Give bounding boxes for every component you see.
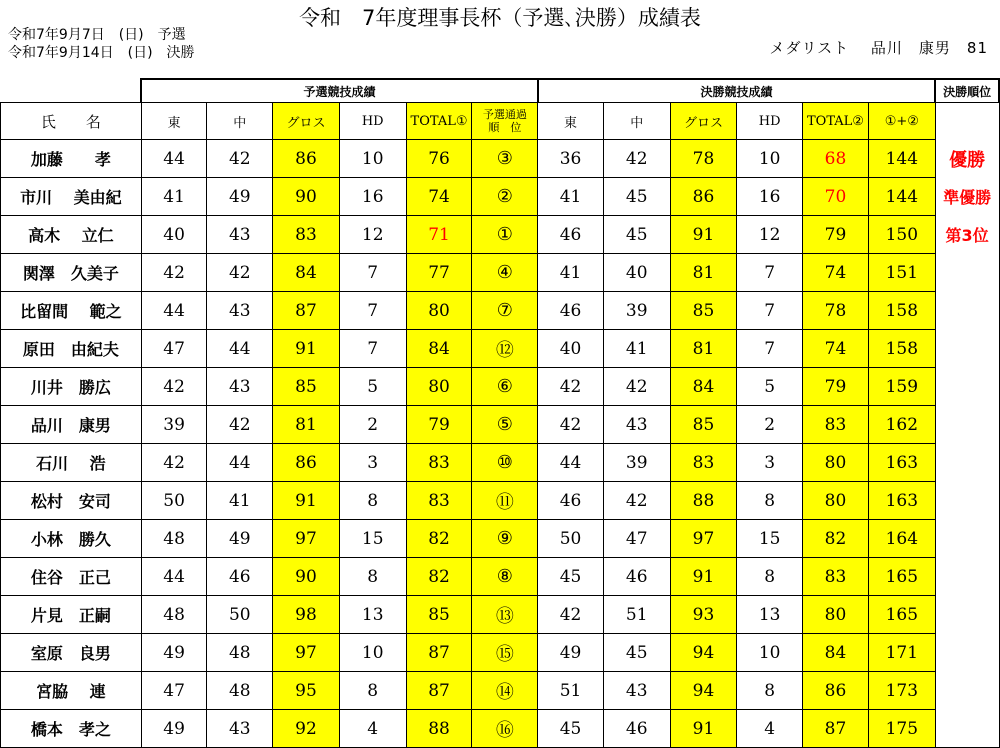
player-name: 松村 安司 bbox=[1, 482, 142, 520]
prelim-total: 88 bbox=[406, 710, 472, 748]
final-total: 87 bbox=[803, 710, 869, 748]
header-prelim-rank bbox=[472, 103, 538, 140]
final-middle: 43 bbox=[603, 406, 670, 444]
prelim-hd: 12 bbox=[339, 216, 406, 254]
header-prelim-rank-line1: 予選通過 bbox=[472, 108, 537, 121]
final-east: 44 bbox=[538, 444, 604, 482]
table-row bbox=[1, 672, 1000, 710]
final-hd: 4 bbox=[737, 710, 803, 748]
combined-total: 173 bbox=[868, 672, 935, 710]
player-name: 高木 立仁 bbox=[1, 216, 142, 254]
final-hd: 10 bbox=[737, 634, 803, 672]
prelim-rank: ① bbox=[472, 216, 538, 254]
final-total: 74 bbox=[803, 254, 869, 292]
final-gross: 88 bbox=[670, 482, 737, 520]
prelim-east: 47 bbox=[141, 672, 207, 710]
placement-label bbox=[935, 634, 999, 672]
final-middle: 45 bbox=[603, 634, 670, 672]
prelim-east: 42 bbox=[141, 254, 207, 292]
prelim-rank: ⑮ bbox=[472, 634, 538, 672]
table-row bbox=[1, 558, 1000, 596]
page-title: 令和 7年度理事長杯（予選､決勝）成績表 bbox=[0, 2, 1000, 32]
prelim-east: 47 bbox=[141, 330, 207, 368]
prelim-middle: 44 bbox=[207, 330, 273, 368]
prelim-rank: ⑥ bbox=[472, 368, 538, 406]
prelim-middle: 46 bbox=[207, 558, 273, 596]
final-hd: 3 bbox=[737, 444, 803, 482]
header-hd2: HD bbox=[737, 103, 803, 140]
final-gross: 91 bbox=[670, 558, 737, 596]
prelim-middle: 43 bbox=[207, 216, 273, 254]
prelim-total: 83 bbox=[406, 482, 472, 520]
final-gross: 85 bbox=[670, 292, 737, 330]
prelim-total: 83 bbox=[406, 444, 472, 482]
prelim-gross: 92 bbox=[273, 710, 340, 748]
prelim-middle: 49 bbox=[207, 520, 273, 558]
prelim-rank: ⑤ bbox=[472, 406, 538, 444]
final-total: 79 bbox=[803, 368, 869, 406]
final-east: 46 bbox=[538, 216, 604, 254]
prelim-total: 79 bbox=[406, 406, 472, 444]
final-east: 46 bbox=[538, 292, 604, 330]
placement-label bbox=[935, 292, 999, 330]
prelim-rank: ⑯ bbox=[472, 710, 538, 748]
table-row bbox=[1, 216, 1000, 254]
prelim-hd: 10 bbox=[339, 140, 406, 178]
combined-total: 158 bbox=[868, 292, 935, 330]
final-east: 50 bbox=[538, 520, 604, 558]
prelim-total: 82 bbox=[406, 520, 472, 558]
final-total: 86 bbox=[803, 672, 869, 710]
header-total1: TOTAL① bbox=[406, 103, 472, 140]
player-name: 橋本 孝之 bbox=[1, 710, 142, 748]
table-row bbox=[1, 710, 1000, 748]
player-name: 石川 浩 bbox=[1, 444, 142, 482]
combined-total: 165 bbox=[868, 558, 935, 596]
player-name: 小林 勝久 bbox=[1, 520, 142, 558]
table-row bbox=[1, 520, 1000, 558]
prelim-rank: ⑬ bbox=[472, 596, 538, 634]
prelim-rank: ⑫ bbox=[472, 330, 538, 368]
medalist-label: メダリスト 品川 康男 81 bbox=[769, 37, 988, 58]
prelim-rank: ④ bbox=[472, 254, 538, 292]
prelim-gross: 95 bbox=[273, 672, 340, 710]
final-hd: 16 bbox=[737, 178, 803, 216]
final-gross: 81 bbox=[670, 330, 737, 368]
final-gross: 78 bbox=[670, 140, 737, 178]
prelim-rank: ⑭ bbox=[472, 672, 538, 710]
prelim-gross: 91 bbox=[273, 330, 340, 368]
final-middle: 42 bbox=[603, 140, 670, 178]
player-name: 室原 良男 bbox=[1, 634, 142, 672]
prelim-gross: 97 bbox=[273, 634, 340, 672]
prelim-total: 77 bbox=[406, 254, 472, 292]
final-east: 45 bbox=[538, 558, 604, 596]
combined-total: 171 bbox=[868, 634, 935, 672]
combined-total: 151 bbox=[868, 254, 935, 292]
prelim-middle: 43 bbox=[207, 710, 273, 748]
prelim-middle: 50 bbox=[207, 596, 273, 634]
table-row bbox=[1, 178, 1000, 216]
prelim-hd: 5 bbox=[339, 368, 406, 406]
prelim-hd: 8 bbox=[339, 672, 406, 710]
header-total2: TOTAL② bbox=[803, 103, 869, 140]
final-east: 42 bbox=[538, 368, 604, 406]
prelim-hd: 7 bbox=[339, 254, 406, 292]
final-middle: 41 bbox=[603, 330, 670, 368]
prelim-date: 令和7年9月7日 (日) 予選 bbox=[8, 26, 195, 44]
placement-label bbox=[935, 444, 999, 482]
final-total: 84 bbox=[803, 634, 869, 672]
combined-total: 164 bbox=[868, 520, 935, 558]
prelim-gross: 91 bbox=[273, 482, 340, 520]
player-name: 加藤 孝 bbox=[1, 140, 142, 178]
column-header-row bbox=[1, 103, 1000, 140]
prelim-gross: 87 bbox=[273, 292, 340, 330]
final-hd: 8 bbox=[737, 482, 803, 520]
prelim-east: 42 bbox=[141, 444, 207, 482]
final-hd: 7 bbox=[737, 254, 803, 292]
prelim-total: 74 bbox=[406, 178, 472, 216]
prelim-east: 48 bbox=[141, 596, 207, 634]
final-middle: 43 bbox=[603, 672, 670, 710]
prelim-total: 80 bbox=[406, 292, 472, 330]
prelim-middle: 43 bbox=[207, 292, 273, 330]
final-date: 令和7年9月14日 (日) 決勝 bbox=[8, 44, 195, 62]
prelim-hd: 4 bbox=[339, 710, 406, 748]
prelim-total: 82 bbox=[406, 558, 472, 596]
header-east2: 東 bbox=[538, 103, 604, 140]
prelim-gross: 98 bbox=[273, 596, 340, 634]
final-middle: 47 bbox=[603, 520, 670, 558]
prelim-middle: 42 bbox=[207, 406, 273, 444]
placement-label bbox=[935, 368, 999, 406]
header-prelim-rank-line2: 順 位 bbox=[472, 121, 537, 134]
placement-label bbox=[935, 330, 999, 368]
prelim-total: 71 bbox=[406, 216, 472, 254]
placement-label bbox=[935, 558, 999, 596]
final-hd: 8 bbox=[737, 558, 803, 596]
final-gross: 94 bbox=[670, 672, 737, 710]
final-gross: 93 bbox=[670, 596, 737, 634]
table-row bbox=[1, 634, 1000, 672]
prelim-section-header: 予選競技成績 bbox=[141, 79, 537, 103]
final-east: 46 bbox=[538, 482, 604, 520]
player-name: 品川 康男 bbox=[1, 406, 142, 444]
final-total: 70 bbox=[803, 178, 869, 216]
final-total: 80 bbox=[803, 482, 869, 520]
final-total: 83 bbox=[803, 406, 869, 444]
prelim-east: 44 bbox=[141, 558, 207, 596]
prelim-east: 44 bbox=[141, 292, 207, 330]
prelim-rank: ⑨ bbox=[472, 520, 538, 558]
prelim-middle: 42 bbox=[207, 254, 273, 292]
prelim-east: 49 bbox=[141, 634, 207, 672]
header-gross: グロス bbox=[273, 103, 340, 140]
prelim-total: 87 bbox=[406, 672, 472, 710]
prelim-hd: 7 bbox=[339, 292, 406, 330]
results-table bbox=[0, 78, 1000, 748]
prelim-east: 41 bbox=[141, 178, 207, 216]
blank-cell bbox=[1, 79, 142, 103]
prelim-total: 87 bbox=[406, 634, 472, 672]
final-east: 42 bbox=[538, 406, 604, 444]
prelim-hd: 2 bbox=[339, 406, 406, 444]
final-hd: 12 bbox=[737, 216, 803, 254]
table-row bbox=[1, 330, 1000, 368]
final-gross: 91 bbox=[670, 710, 737, 748]
prelim-rank: ⑧ bbox=[472, 558, 538, 596]
header-middle: 中 bbox=[207, 103, 273, 140]
rank-section-header: 決勝順位 bbox=[935, 79, 999, 103]
final-east: 40 bbox=[538, 330, 604, 368]
placement-label bbox=[935, 710, 999, 748]
prelim-middle: 41 bbox=[207, 482, 273, 520]
prelim-total: 85 bbox=[406, 596, 472, 634]
event-dates bbox=[8, 26, 195, 62]
placement-label: 準優勝 bbox=[935, 178, 999, 216]
prelim-hd: 3 bbox=[339, 444, 406, 482]
prelim-total: 80 bbox=[406, 368, 472, 406]
placement-label bbox=[935, 406, 999, 444]
prelim-gross: 85 bbox=[273, 368, 340, 406]
prelim-gross: 90 bbox=[273, 178, 340, 216]
final-east: 36 bbox=[538, 140, 604, 178]
combined-total: 175 bbox=[868, 710, 935, 748]
final-hd: 5 bbox=[737, 368, 803, 406]
combined-total: 144 bbox=[868, 140, 935, 178]
final-east: 41 bbox=[538, 178, 604, 216]
final-hd: 10 bbox=[737, 140, 803, 178]
prelim-rank: ⑦ bbox=[472, 292, 538, 330]
combined-total: 150 bbox=[868, 216, 935, 254]
final-middle: 45 bbox=[603, 178, 670, 216]
table-row bbox=[1, 368, 1000, 406]
final-total: 83 bbox=[803, 558, 869, 596]
prelim-gross: 86 bbox=[273, 140, 340, 178]
final-gross: 97 bbox=[670, 520, 737, 558]
final-total: 79 bbox=[803, 216, 869, 254]
prelim-middle: 44 bbox=[207, 444, 273, 482]
final-total: 78 bbox=[803, 292, 869, 330]
final-east: 45 bbox=[538, 710, 604, 748]
prelim-east: 50 bbox=[141, 482, 207, 520]
final-hd: 2 bbox=[737, 406, 803, 444]
placement-label: 優勝 bbox=[935, 140, 999, 178]
final-east: 49 bbox=[538, 634, 604, 672]
combined-total: 163 bbox=[868, 444, 935, 482]
final-east: 51 bbox=[538, 672, 604, 710]
prelim-gross: 90 bbox=[273, 558, 340, 596]
prelim-hd: 13 bbox=[339, 596, 406, 634]
final-gross: 86 bbox=[670, 178, 737, 216]
player-name: 宮脇 連 bbox=[1, 672, 142, 710]
section-header-row bbox=[1, 79, 1000, 103]
prelim-middle: 49 bbox=[207, 178, 273, 216]
player-name: 市川 美由紀 bbox=[1, 178, 142, 216]
final-gross: 84 bbox=[670, 368, 737, 406]
prelim-middle: 48 bbox=[207, 634, 273, 672]
prelim-east: 39 bbox=[141, 406, 207, 444]
prelim-east: 42 bbox=[141, 368, 207, 406]
final-total: 80 bbox=[803, 444, 869, 482]
final-hd: 13 bbox=[737, 596, 803, 634]
final-gross: 85 bbox=[670, 406, 737, 444]
table-row bbox=[1, 254, 1000, 292]
prelim-gross: 81 bbox=[273, 406, 340, 444]
table-row bbox=[1, 482, 1000, 520]
final-east: 42 bbox=[538, 596, 604, 634]
header-middle2: 中 bbox=[603, 103, 670, 140]
final-middle: 40 bbox=[603, 254, 670, 292]
prelim-east: 44 bbox=[141, 140, 207, 178]
placement-label bbox=[935, 254, 999, 292]
prelim-rank: ⑪ bbox=[472, 482, 538, 520]
final-east: 41 bbox=[538, 254, 604, 292]
final-hd: 8 bbox=[737, 672, 803, 710]
final-middle: 39 bbox=[603, 292, 670, 330]
final-gross: 94 bbox=[670, 634, 737, 672]
placement-label bbox=[935, 672, 999, 710]
prelim-hd: 16 bbox=[339, 178, 406, 216]
table-row bbox=[1, 596, 1000, 634]
prelim-hd: 8 bbox=[339, 558, 406, 596]
final-gross: 91 bbox=[670, 216, 737, 254]
player-name: 比留間 範之 bbox=[1, 292, 142, 330]
combined-total: 159 bbox=[868, 368, 935, 406]
final-total: 80 bbox=[803, 596, 869, 634]
table-row bbox=[1, 292, 1000, 330]
prelim-middle: 48 bbox=[207, 672, 273, 710]
prelim-total: 76 bbox=[406, 140, 472, 178]
combined-total: 158 bbox=[868, 330, 935, 368]
prelim-hd: 7 bbox=[339, 330, 406, 368]
final-total: 82 bbox=[803, 520, 869, 558]
prelim-hd: 8 bbox=[339, 482, 406, 520]
final-gross: 83 bbox=[670, 444, 737, 482]
table-row bbox=[1, 406, 1000, 444]
table-row bbox=[1, 140, 1000, 178]
prelim-gross: 83 bbox=[273, 216, 340, 254]
final-hd: 15 bbox=[737, 520, 803, 558]
prelim-east: 49 bbox=[141, 710, 207, 748]
header-sum: ①+② bbox=[868, 103, 935, 140]
player-name: 川井 勝広 bbox=[1, 368, 142, 406]
prelim-middle: 43 bbox=[207, 368, 273, 406]
prelim-gross: 84 bbox=[273, 254, 340, 292]
prelim-east: 40 bbox=[141, 216, 207, 254]
combined-total: 162 bbox=[868, 406, 935, 444]
final-middle: 46 bbox=[603, 710, 670, 748]
header-gross2: グロス bbox=[670, 103, 737, 140]
final-middle: 39 bbox=[603, 444, 670, 482]
final-hd: 7 bbox=[737, 330, 803, 368]
player-name: 関澤 久美子 bbox=[1, 254, 142, 292]
player-name: 住谷 正己 bbox=[1, 558, 142, 596]
header-name: 氏名 bbox=[1, 103, 142, 140]
final-middle: 45 bbox=[603, 216, 670, 254]
prelim-rank: ② bbox=[472, 178, 538, 216]
table-row bbox=[1, 444, 1000, 482]
prelim-hd: 10 bbox=[339, 634, 406, 672]
final-gross: 81 bbox=[670, 254, 737, 292]
final-middle: 42 bbox=[603, 368, 670, 406]
final-hd: 7 bbox=[737, 292, 803, 330]
placement-label bbox=[935, 520, 999, 558]
prelim-hd: 15 bbox=[339, 520, 406, 558]
final-middle: 42 bbox=[603, 482, 670, 520]
final-section-header: 決勝競技成績 bbox=[538, 79, 936, 103]
combined-total: 163 bbox=[868, 482, 935, 520]
prelim-middle: 42 bbox=[207, 140, 273, 178]
placement-label bbox=[935, 482, 999, 520]
final-total: 68 bbox=[803, 140, 869, 178]
prelim-rank: ③ bbox=[472, 140, 538, 178]
prelim-rank: ⑩ bbox=[472, 444, 538, 482]
placement-label bbox=[935, 596, 999, 634]
prelim-gross: 97 bbox=[273, 520, 340, 558]
header-hd: HD bbox=[339, 103, 406, 140]
prelim-east: 48 bbox=[141, 520, 207, 558]
final-middle: 46 bbox=[603, 558, 670, 596]
final-middle: 51 bbox=[603, 596, 670, 634]
prelim-gross: 86 bbox=[273, 444, 340, 482]
combined-total: 144 bbox=[868, 178, 935, 216]
placement-label: 第3位 bbox=[935, 216, 999, 254]
prelim-total: 84 bbox=[406, 330, 472, 368]
header-place bbox=[935, 103, 999, 140]
player-name: 原田 由紀夫 bbox=[1, 330, 142, 368]
player-name: 片見 正嗣 bbox=[1, 596, 142, 634]
combined-total: 165 bbox=[868, 596, 935, 634]
final-total: 74 bbox=[803, 330, 869, 368]
header-east: 東 bbox=[141, 103, 207, 140]
